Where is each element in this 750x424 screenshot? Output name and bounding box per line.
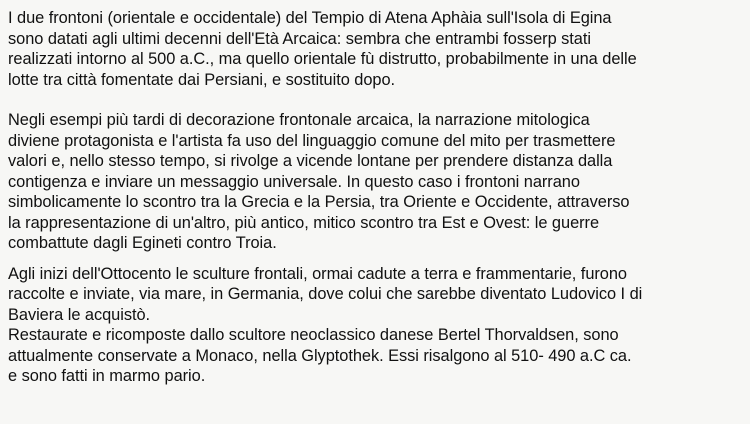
text-line: la rappresentazione di un'altro, più antico, mitico scontro tra Est e Ovest: le guerre [8, 213, 600, 232]
text-line: Baviera le acquistò. [8, 305, 151, 324]
paragraph-1 [8, 8, 742, 90]
text-line: sono datati agli ultimi decenni dell'Età Arcaica: sembra che entrambi fosserp stati [8, 29, 591, 48]
text-line: diviene protagonista e l'artista fa uso del linguaggio comune del mito per trasmettere [8, 131, 616, 150]
text-line: contigenza e inviare un messaggio universale. In questo caso i frontoni narrano [8, 172, 580, 191]
text-line: valori e, nello stesso tempo, si rivolge a vicende lontane per prendere distanza dalla [8, 152, 613, 170]
text-line: lotte tra città fomentate dai Persiani, e sostituito dopo. [8, 70, 396, 89]
paragraph-spacer [8, 90, 742, 110]
text-line: attualmente conservate a Monaco, nella Glyptothek. Essi risalgono al 510- 490 a.C ca. [8, 346, 632, 365]
text-line: I due frontoni (orientale e occidentale) del Tempio di Atena Aphàia sull'Isola di Egina [8, 9, 612, 27]
paragraph-spacer [8, 254, 742, 264]
text-line: Negli esempi più tardi di decorazione frontonale arcaica, la narrazione mitologica [8, 111, 590, 129]
text-line: combattute dagli Egineti contro Troia. [8, 234, 277, 252]
paragraph-3 [8, 264, 742, 387]
text-line: raccolte e inviate, via mare, in Germania, dove colui che sarebbe diventato Ludovico I di [8, 285, 643, 303]
text-line: simbolicamente lo scontro tra la Grecia e la Persia, tra Oriente e Occidente, attraverso [8, 193, 630, 211]
paragraph-2 [8, 110, 742, 254]
text-line: realizzati intorno al 500 a.C., ma quello orientale fù distrutto, probabilmente in una delle [8, 50, 637, 68]
text-line: e sono fatti in marmo pario. [8, 367, 206, 385]
text-line: Agli inizi dell'Ottocento le sculture frontali, ormai cadute a terra e frammentarie, furono [8, 264, 627, 283]
text-line: Restaurate e ricomposte dallo scultore neoclassico danese Bertel Thorvaldsen, sono [8, 326, 619, 344]
